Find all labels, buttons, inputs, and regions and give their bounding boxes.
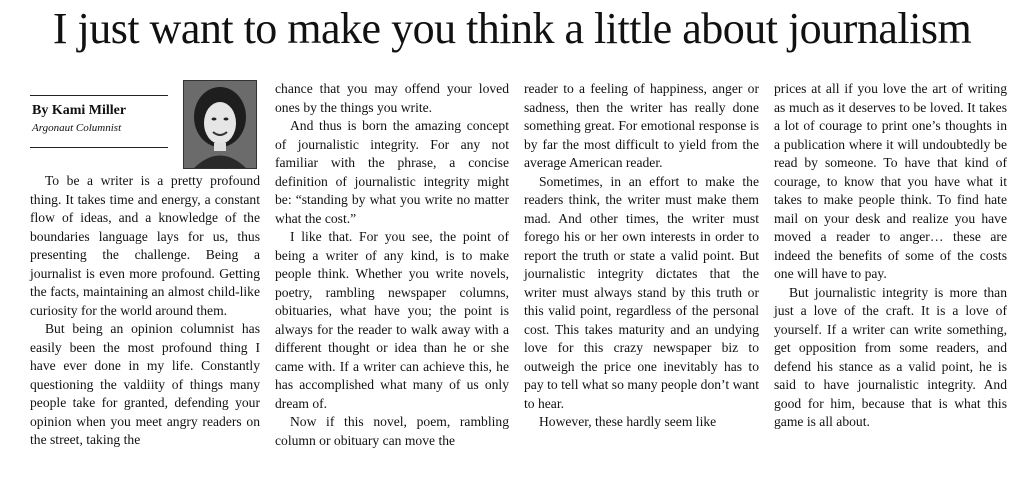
paragraph: prices at all if you love the art of writing as much as it deserves to be loved. It takes a lot of courage to print one’s thoughts in a publication where it will undoubtedly be read by someone. To have that kind of courage, to know that you have what it takes to make people think. To find hate mail on your desk and realize you have moved a reader to anger… these are indeed the benefits of some of the costs one will have to pay. [774,81,1007,281]
author-photo [183,80,257,169]
paragraph: However, these hardly seem like [538,414,717,429]
article-column-2 [275,80,509,450]
headline: I just want to make you think a little about journalism [52,4,972,53]
paragraph: reader to a feeling of happiness, anger or sadness, then the writer has really done something great. For emotional response is by far the most difficult to yield from the average American reader. [524,81,759,170]
byline: By Kami Miller [32,103,127,118]
paragraph: Now if this novel, poem, rambling column or obituary can move the [275,414,509,448]
author-title: Argonaut Columnist [32,122,122,134]
paragraph: Sometimes, in an effort to make the readers think, the writer must make them mad. And other times, the writer must forego his or her own interests in order to report the truth or state a valid point. But journalistic integrity dictates that the writer must always stand by this truth or this valid point, regardless of the personal cost. This takes maturity and an undying love for this crazy newspaper biz to outweigh the price one inevitably has to pay to tell what so many people don’t want to hear. [524,173,759,411]
paragraph: chance that you may offend your loved ones by the things you write. [275,81,509,115]
paragraph: But journalistic integrity is more than just a love of the craft. It is a love of yourself. If a writer can write something, get opposition from some readers, and defend his stance as a valid point, he is said to have journalistic integrity. And good for him, because that is what this game is all about. [774,284,1007,429]
article-column-1 [30,172,260,450]
article-column-3 [524,80,759,432]
article-column-4 [774,80,1007,432]
byline-top-rule [30,95,168,96]
paragraph: I like that. For you see, the point of being a writer of any kind, is to make people think. Whether you write novels, poetry, rambling newspaper columns, obituaries, what have you; the point is always for the reader to walk away with a different thought or idea than he or she came with. If a writer can achieve this, he has accomplished what many of us only dream of. [275,229,509,411]
paragraph: And thus is born the amazing concept of journalistic integrity. For any not familiar with the phrase, a concise definition of journalistic integrity might be: “standing by what you write no matter what the cost.” [275,118,509,226]
paragraph: But being an opinion columnist has easily been the most profound thing I have ever done in my life. Constantly questioning the valdiity of things many people take for granted, defending your opinion when you meet angry readers on the street, taking the [30,321,260,447]
paragraph: To be a writer is a pretty profound thing. It takes time and energy, a constant flow of ideas, and a knowledge of the boundaries language lays for us, thus presenting the challenge. Being a journalist is even more profound. Getting the facts, maintaining an almost child-like curiosity for the world around them. [30,173,260,318]
byline-bottom-rule [30,147,168,148]
